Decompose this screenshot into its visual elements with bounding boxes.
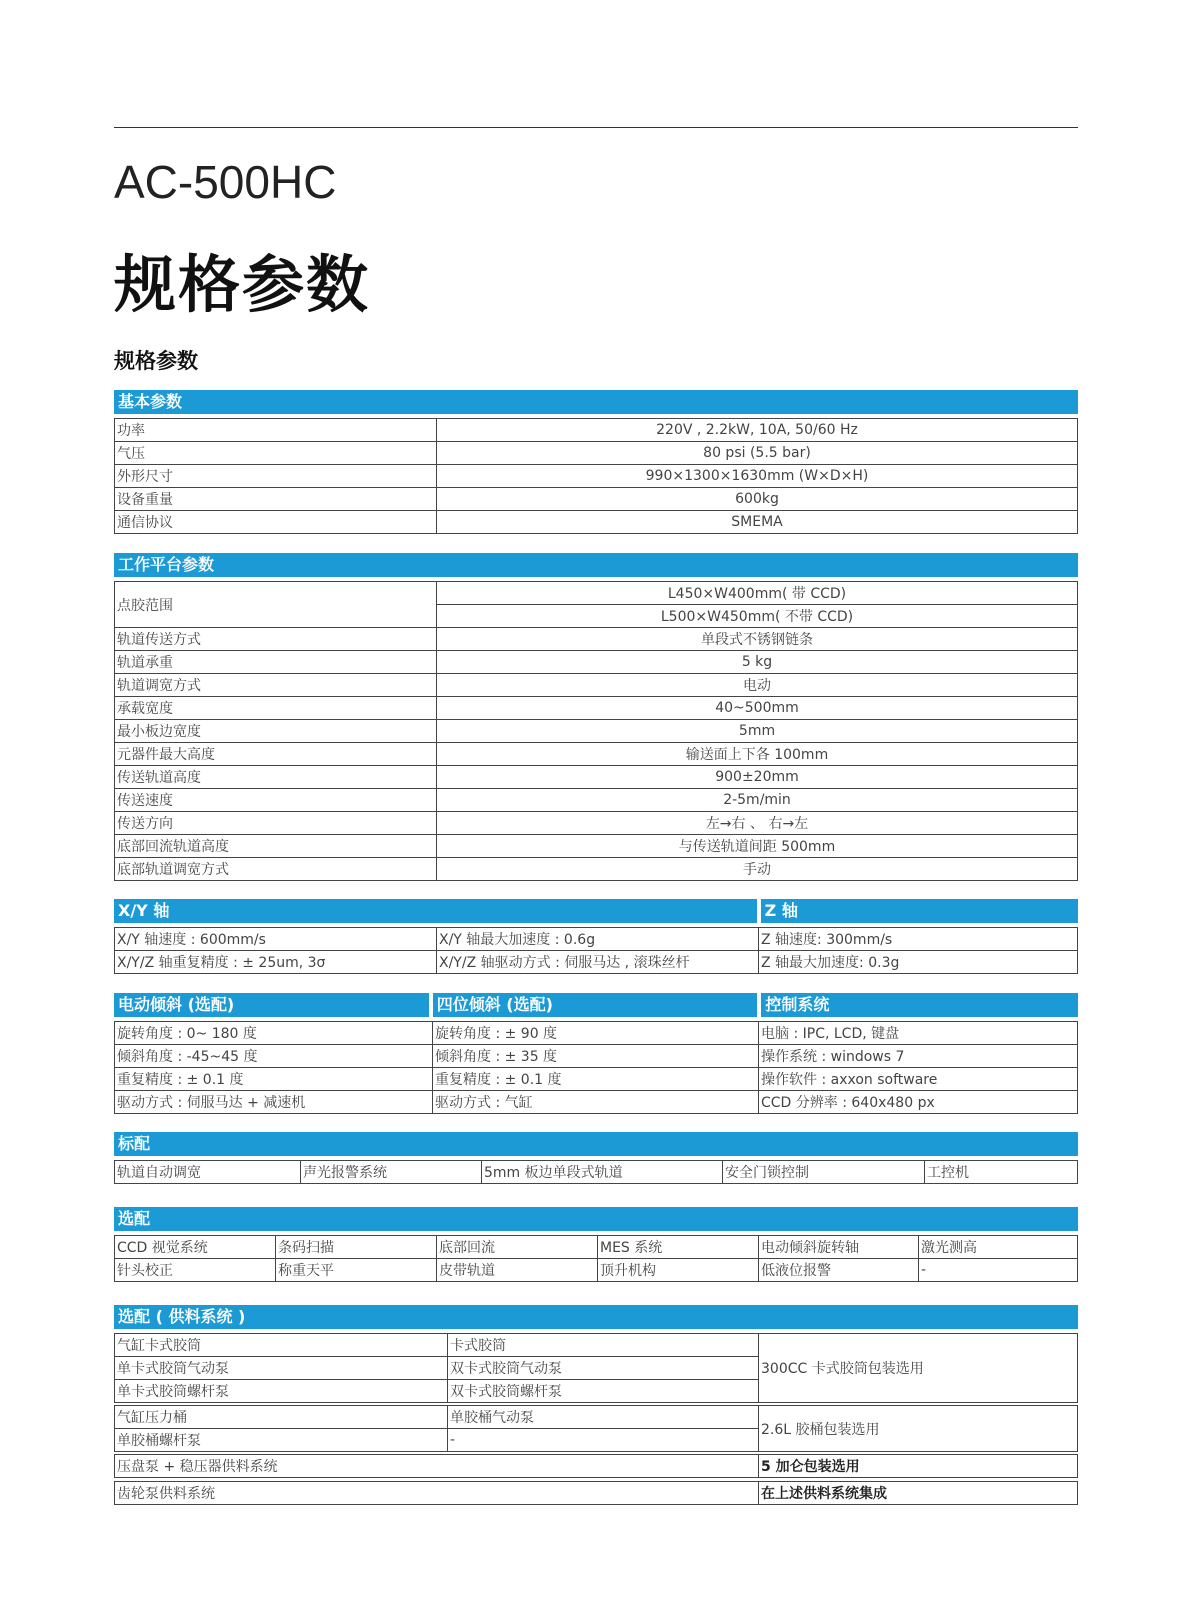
range-label: 点胶范围 [115, 582, 437, 628]
table-row [115, 1161, 1078, 1184]
supply-cell: 双卡式胶筒螺杆泵 [448, 1380, 759, 1403]
table-cell: 900±20mm [437, 766, 1078, 789]
table-cell: X/Y/Z 轴重复精度 : ± 25um, 3σ [115, 951, 437, 974]
table-row [115, 858, 1078, 881]
table-cell: 称重天平 [276, 1259, 437, 1282]
standard-header: 标配 [114, 1132, 1078, 1156]
supply-note: 在上述供料系统集成 [759, 1482, 1078, 1505]
table-cell: 操作软件 : axxon software [759, 1068, 1078, 1091]
table-cell: 声光报警系统 [301, 1161, 482, 1184]
table-row [115, 465, 1078, 488]
table-cell: 电动 [437, 674, 1078, 697]
supply-header: 选配 ( 供料系统 ) [114, 1305, 1078, 1329]
table-cell: 左→右 、 右→左 [437, 812, 1078, 835]
table-cell: - [919, 1259, 1078, 1282]
table-row [115, 651, 1078, 674]
table-cell: 单段式不锈钢链条 [437, 628, 1078, 651]
top-rule [114, 127, 1078, 128]
table-cell: 倾斜角度 : -45~45 度 [115, 1045, 433, 1068]
table-cell: 旋转角度 : 0~ 180 度 [115, 1022, 433, 1045]
table-cell: 旋转角度 : ± 90 度 [433, 1022, 759, 1045]
supply-cell: 压盘泵 + 稳压器供料系统 [115, 1455, 759, 1478]
table-cell: 5 kg [437, 651, 1078, 674]
table-cell: 传送轨道高度 [115, 766, 437, 789]
standard-section [114, 1132, 1078, 1184]
table-cell: 气压 [115, 442, 437, 465]
table-cell: 最小板边宽度 [115, 720, 437, 743]
supply-table-1 [114, 1333, 1078, 1403]
table-cell: 2-5m/min [437, 789, 1078, 812]
table-cell: 工控机 [925, 1161, 1078, 1184]
table-cell: 轨道调宽方式 [115, 674, 437, 697]
section-subtitle: 规格参数 [114, 349, 198, 373]
supply-note: 2.6L 胶桶包装选用 [759, 1406, 1078, 1452]
table-cell: 元器件最大高度 [115, 743, 437, 766]
table-cell: 功率 [115, 419, 437, 442]
table-cell: 驱动方式 : 伺服马达 + 减速机 [115, 1091, 433, 1114]
table-cell: CCD 视觉系统 [115, 1236, 276, 1259]
table-row [115, 1068, 1078, 1091]
table-row [115, 951, 1078, 974]
table-cell: CCD 分辨率 : 640x480 px [759, 1091, 1078, 1114]
table-cell: Z 轴最大加速度: 0.3g [759, 951, 1078, 974]
xy-axis-header: X/Y 轴 [114, 899, 757, 923]
table-cell: 5mm 板边单段式轨道 [482, 1161, 723, 1184]
table-cell: 重复精度 : ± 0.1 度 [433, 1068, 759, 1091]
table-row [115, 1455, 1078, 1478]
page-title: 规格参数 [114, 248, 371, 321]
table-cell: 通信协议 [115, 511, 437, 534]
supply-note: 5 加仑包装选用 [759, 1455, 1078, 1478]
table-row [115, 488, 1078, 511]
table-cell: 传送速度 [115, 789, 437, 812]
table-row [115, 1022, 1078, 1045]
supply-cell: 气缸卡式胶筒 [115, 1334, 448, 1357]
table-cell: 底部回流 [437, 1236, 598, 1259]
supply-cell: 双卡式胶筒气动泵 [448, 1357, 759, 1380]
optional-header: 选配 [114, 1207, 1078, 1231]
table-cell: 低液位报警 [759, 1259, 919, 1282]
table-cell: 与传送轨道间距 500mm [437, 835, 1078, 858]
table-row [115, 1482, 1078, 1505]
axes-header [114, 899, 1078, 923]
supply-cell: 气缸压力桶 [115, 1406, 448, 1429]
platform-header: 工作平台参数 [114, 553, 1078, 577]
table-cell: 电动倾斜旋转轴 [759, 1236, 919, 1259]
supply-note: 300CC 卡式胶筒包装选用 [759, 1334, 1078, 1403]
z-axis-header: Z 轴 [761, 899, 1078, 923]
tilt-header [114, 993, 1078, 1017]
basic-header: 基本参数 [114, 390, 1078, 414]
table-cell: Z 轴速度: 300mm/s [759, 928, 1078, 951]
table-cell: 输送面上下各 100mm [437, 743, 1078, 766]
table-cell: SMEMA [437, 511, 1078, 534]
table-cell: X/Y/Z 轴驱动方式 : 伺服马达 , 滚珠丝杆 [437, 951, 759, 974]
control-system-header: 控制系统 [761, 993, 1078, 1017]
table-cell: 40~500mm [437, 697, 1078, 720]
supply-cell: 单胶桶螺杆泵 [115, 1429, 448, 1452]
table-row [115, 511, 1078, 534]
table-row [115, 582, 1078, 605]
supply-cell: - [448, 1429, 759, 1452]
table-row [115, 1236, 1078, 1259]
table-cell: 5mm [437, 720, 1078, 743]
tilt-section [114, 993, 1078, 1114]
table-cell: 安全门锁控制 [723, 1161, 925, 1184]
table-row [115, 789, 1078, 812]
table-cell: 倾斜角度 : ± 35 度 [433, 1045, 759, 1068]
basic-section [114, 390, 1078, 534]
table-row [115, 1091, 1078, 1114]
supply-table-3 [114, 1454, 1078, 1478]
table-cell: 600kg [437, 488, 1078, 511]
table-row [115, 1045, 1078, 1068]
table-row [115, 697, 1078, 720]
supply-section [114, 1305, 1078, 1505]
table-cell: 电脑 : IPC, LCD, 键盘 [759, 1022, 1078, 1045]
table-cell: 轨道自动调宽 [115, 1161, 301, 1184]
supply-cell: 单卡式胶筒螺杆泵 [115, 1380, 448, 1403]
table-cell: 承载宽度 [115, 697, 437, 720]
range-value-1: L450×W400mm( 带 CCD) [437, 582, 1078, 605]
four-position-tilt-header: 四位倾斜 (选配) [433, 993, 758, 1017]
range-value-2: L500×W450mm( 不带 CCD) [437, 605, 1078, 628]
table-cell: 操作系统 : windows 7 [759, 1045, 1078, 1068]
supply-cell: 齿轮泵供料系统 [115, 1482, 759, 1505]
table-cell: 重复精度 : ± 0.1 度 [115, 1068, 433, 1091]
optional-section [114, 1207, 1078, 1282]
table-cell: 顶升机构 [598, 1259, 759, 1282]
table-row [115, 442, 1078, 465]
table-row [115, 766, 1078, 789]
table-row [115, 743, 1078, 766]
supply-table-4 [114, 1481, 1078, 1505]
platform-section [114, 553, 1078, 881]
table-cell: 80 psi (5.5 bar) [437, 442, 1078, 465]
axes-table [114, 927, 1078, 974]
table-row [115, 720, 1078, 743]
table-cell: 底部轨道调宽方式 [115, 858, 437, 881]
table-cell: 驱动方式 : 气缸 [433, 1091, 759, 1114]
standard-table [114, 1160, 1078, 1184]
table-row [115, 628, 1078, 651]
table-cell: 激光测高 [919, 1236, 1078, 1259]
table-cell: 外形尺寸 [115, 465, 437, 488]
table-cell: 皮带轨道 [437, 1259, 598, 1282]
tilt-table [114, 1021, 1078, 1114]
table-cell: X/Y 轴速度 : 600mm/s [115, 928, 437, 951]
table-row [115, 1334, 1078, 1357]
table-cell: 220V , 2.2kW, 10A, 50/60 Hz [437, 419, 1078, 442]
table-cell: 底部回流轨道高度 [115, 835, 437, 858]
basic-table [114, 418, 1078, 534]
table-cell: MES 系统 [598, 1236, 759, 1259]
supply-cell: 卡式胶筒 [448, 1334, 759, 1357]
supply-table-2 [114, 1405, 1078, 1452]
table-cell: 轨道承重 [115, 651, 437, 674]
table-row [115, 835, 1078, 858]
table-cell: 针头校正 [115, 1259, 276, 1282]
table-row [115, 419, 1078, 442]
table-cell: 轨道传送方式 [115, 628, 437, 651]
optional-table [114, 1235, 1078, 1282]
table-cell: X/Y 轴最大加速度 : 0.6g [437, 928, 759, 951]
table-cell: 手动 [437, 858, 1078, 881]
table-cell: 990×1300×1630mm (W×D×H) [437, 465, 1078, 488]
table-row [115, 812, 1078, 835]
electric-tilt-header: 电动倾斜 (选配) [114, 993, 429, 1017]
axes-section [114, 899, 1078, 974]
table-row [115, 1406, 1078, 1429]
model-name: AC-500HC [114, 156, 337, 208]
table-cell: 条码扫描 [276, 1236, 437, 1259]
table-row [115, 928, 1078, 951]
supply-cell: 单卡式胶筒气动泵 [115, 1357, 448, 1380]
table-row [115, 674, 1078, 697]
supply-cell: 单胶桶气动泵 [448, 1406, 759, 1429]
table-row [115, 1259, 1078, 1282]
table-cell: 传送方向 [115, 812, 437, 835]
platform-table [114, 581, 1078, 881]
table-cell: 设备重量 [115, 488, 437, 511]
